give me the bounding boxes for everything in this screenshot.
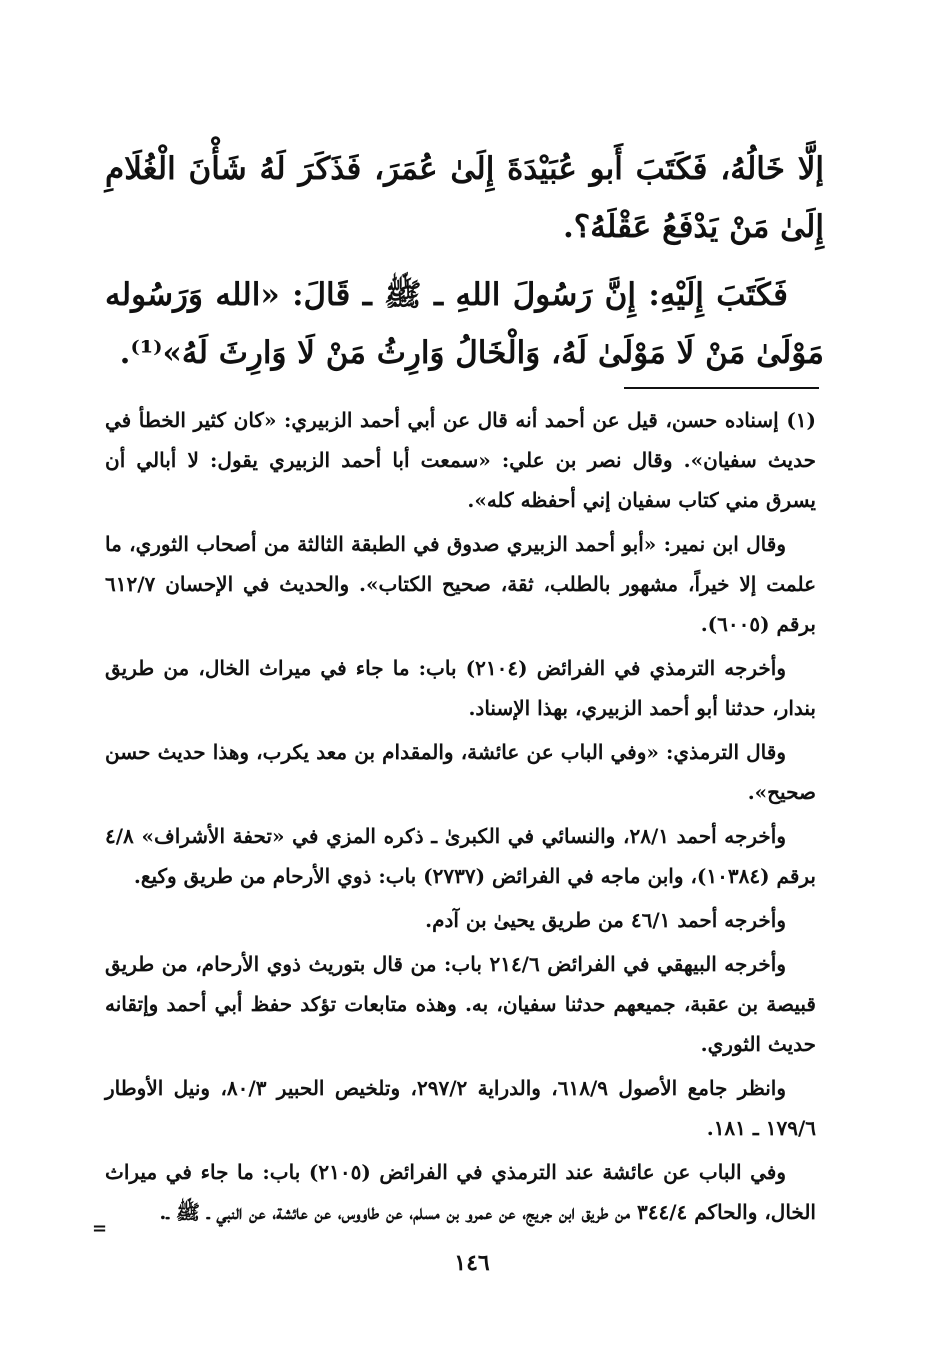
footnote-paragraph: وقال ابن نمير: «أبو أحمد الزبيري صدوق في الطبقة الثالثة من أصحاب الثوري، ما علمت إلا خيراً، مشهور بالطلب، ثقة، صحيح الكتاب». والحديث في الإحسان ٦١٢/٧ برقم (٦٠٠٥). [105, 532, 816, 636]
main-paragraph-1: إلَّا خَالُهُ، فَكَتَبَ أَبو عُبَيْدَةَ إِلَىٰ عُمَرَ، فَذَكَرَ لَهُ شَأْنَ الْغُلَامِ إِلَىٰ مَنْ يَدْفَعُ عَقْلَهُ؟. [105, 151, 824, 245]
main-text [105, 140, 824, 392]
main-paragraph-2: فَكَتَبَ إِلَيْهِ: إِنَّ رَسُولَ اللهِ ـ ﷺ ـ قَالَ: «الله وَرَسُوله مَوْلَىٰ مَنْ لَا مَوْلَىٰ لَهُ، وَالْخَالُ وَارِثُ مَنْ لَا وَارِثَ لَهُ»⁽¹⁾. [105, 277, 824, 371]
footnote-paragraph: وأخرجه البيهقي في الفرائض ٢١٤/٦ باب: من قال بتوريث ذوي الأرحام، من طريق قبيصة بن عقبة، جميعهم حدثنا سفيان، به. وهذه متابعات تؤكد حفظ أبي أحمد وإتقانه حديث الثوري. [105, 952, 816, 1056]
page-number: ١٤٦ [454, 1250, 490, 1276]
footnote-paragraph: وأخرجه أحمد ٢٨/١، والنسائي في الكبرىٰ ـ ذكره المزي في «تحفة الأشراف» ٤/٨ برقم (١٠٣٨٤)، وابن ماجه في الفرائض (٢٧٣٧) باب: ذوي الأرحام من طريق وكيع. [105, 824, 816, 888]
continuation-mark: = [92, 1218, 108, 1239]
footnote-paragraph: وقال الترمذي: «وفي الباب عن عائشة، والمقدام بن معد يكرب، وهذا حديث حسن صحيح». [105, 740, 816, 804]
footnote-paragraph: وأخرجه أحمد ٤٦/١ من طريق يحيىٰ بن آدم. [425, 908, 786, 932]
footnotes [105, 400, 816, 1236]
footnote-1: (١) إسناده حسن، قيل عن أحمد أنه قال عن أبي أحمد الزبيري: «كان كثير الخطأ في حديث سفيان». وقال نصر بن علي: «سمعت أبا أحمد الزبيري يقول: لا أبالي أن يسرق مني كتاب سفيان إني أحفظه كله». [105, 408, 816, 512]
footnote-paragraph: وانظر جامع الأصول ٦١٨/٩، والدراية ٢٩٧/٢، وتلخيص الحبير ٨٠/٣، ونيل الأوطار ١٧٩/٦ ـ ١٨١. [105, 1076, 816, 1140]
footnote-paragraph: وفي الباب عن عائشة عند الترمذي في الفرائض (٢١٠٥) باب: ما جاء في ميراث الخال، والحاكم ٣٤٤/٤ من طريق ابن جريج، عن عمرو بن مسلم، عن طاووس، عن عائشة، عن النبي ـ ﷺ ـ. [105, 1160, 816, 1224]
footnote-paragraph: وأخرجه الترمذي في الفرائض (٢١٠٤) باب: ما جاء في ميراث الخال، من طريق بندار، حدثنا أبو أحمد الزبيري، بهذا الإسناد. [105, 656, 816, 720]
footnote-separator [624, 387, 819, 389]
